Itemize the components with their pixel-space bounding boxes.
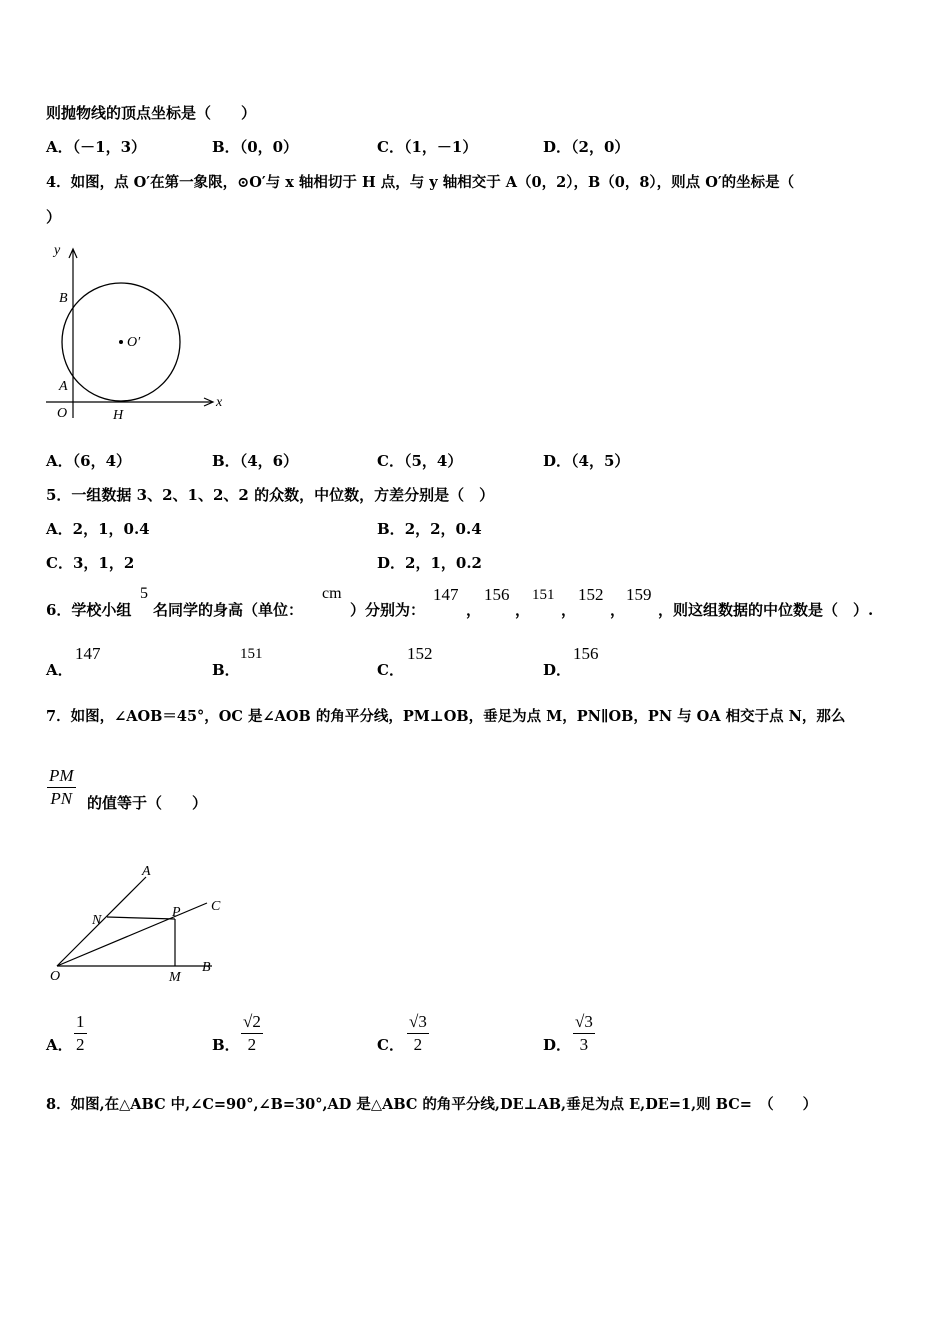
q7-stem: 7．如图，∠AOB＝45°，OC 是∠AOB 的角平分线，PM⊥OB，垂足为点 M，PN∥OB，PN 与 OA 相交于点 N，那么 (46, 708, 846, 725)
label-o: O (57, 406, 68, 421)
q6-value-1: 147 (433, 585, 459, 604)
label-o: O (50, 969, 61, 984)
q7-option-d-label: D． (543, 1036, 572, 1054)
q7-option-d-fraction (573, 1012, 595, 1055)
q4-option-c (377, 450, 462, 471)
q4-option-b (212, 450, 298, 471)
segment-pn (107, 917, 175, 919)
option-label: B． (212, 452, 240, 470)
frac-denominator: PN (50, 789, 73, 808)
option-text: 3，1，2 (72, 554, 135, 572)
q5-option-d (377, 552, 482, 573)
ray-oc (57, 903, 207, 966)
q6-value-5: 159 (626, 585, 652, 604)
frac-numerator: √3 (409, 1012, 427, 1031)
q5-stem: 5．一组数据 3、2、1、2、2 的众数，中位数，方差分别是（ ） (46, 486, 495, 504)
option-label: C． (46, 554, 73, 572)
frac-bar (47, 787, 76, 788)
option-text: 2，1，0.4 (72, 520, 150, 538)
q7-figure-angle-diagram (42, 858, 232, 988)
option-label: C． (377, 452, 404, 470)
option-label: B． (212, 138, 240, 156)
label-o-prime: O′ (127, 335, 141, 350)
frac-denominator: 3 (579, 1035, 589, 1054)
q6-option-b-label: B． (212, 661, 240, 679)
q4-option-d (543, 450, 629, 471)
q3-option-a (46, 136, 146, 157)
q6-part4: ，则这组数据的中位数是（ ）. (658, 601, 874, 619)
q4-stem-line2: ） (46, 208, 62, 226)
q6-part2: 名同学的身高（单位： (153, 601, 304, 619)
frac-bar (573, 1033, 595, 1034)
q3-option-c (377, 136, 477, 157)
center-point (119, 340, 123, 344)
frac-numerator: √3 (575, 1012, 593, 1031)
frac-denominator: 2 (76, 1035, 85, 1054)
option-text: （5，4） (403, 452, 463, 470)
q4-option-a (46, 450, 131, 471)
q6-value-3: 151 (532, 587, 555, 603)
q6-part1: 6．学校小组 (46, 601, 132, 619)
q6-sep-2: ， (515, 601, 531, 619)
label-x: x (216, 395, 223, 410)
q6-option-c-label: C． (377, 661, 404, 679)
option-label: A． (46, 138, 73, 156)
frac-bar (407, 1033, 429, 1034)
option-text: （4，5） (571, 452, 630, 470)
frac-denominator: 2 (247, 1035, 257, 1054)
q6-option-d-value: 156 (573, 644, 599, 663)
q7-option-c-fraction (407, 1012, 429, 1055)
q3-option-d (543, 136, 629, 157)
q7-option-c-label: C． (377, 1036, 404, 1054)
option-text: （1，－1） (403, 138, 478, 156)
frac-numerator: PM (49, 766, 74, 785)
q6-value-4: 152 (578, 585, 604, 604)
label-n: N (92, 913, 102, 928)
ray-oa (57, 877, 146, 966)
q3-stem-tail: 则抛物线的顶点坐标是（ ） (46, 104, 257, 122)
q6-part3: ）分别为： (350, 601, 426, 619)
label-a: A (142, 864, 151, 879)
q3-option-b (212, 136, 298, 157)
q4-figure-circle-diagram (42, 238, 232, 428)
q5-option-b (377, 518, 482, 539)
q8-stem: 8．如图,在△ABC 中,∠C=90°,∠B=30°,AD 是△ABC 的角平分线,DE⊥AB,垂足为点 E,DE=1,则 BC= （ ） (46, 1096, 818, 1113)
option-label: A． (46, 452, 73, 470)
q6-value-2: 156 (484, 585, 510, 604)
q7-option-b-label: B． (212, 1036, 240, 1054)
q6-count: 5 (140, 585, 148, 602)
frac-numerator: 1 (76, 1012, 85, 1031)
q6-option-c-value: 152 (407, 644, 433, 663)
label-b: B (202, 960, 211, 975)
option-label: D． (543, 138, 572, 156)
q6-sep-1: ， (466, 601, 482, 619)
option-label: A． (46, 520, 73, 538)
q7-fraction-pm-pn (47, 766, 76, 809)
q6-sep-4: ， (610, 601, 626, 619)
q6-option-b-value: 151 (240, 646, 263, 662)
option-label: C． (377, 138, 404, 156)
label-h: H (113, 408, 124, 423)
label-a: A (59, 379, 68, 394)
q5-option-c (46, 552, 134, 573)
q7-option-a-fraction (74, 1012, 87, 1055)
q7-option-a-label: A． (46, 1036, 73, 1054)
label-b: B (59, 291, 68, 306)
option-label: D． (543, 452, 572, 470)
q5-option-a (46, 518, 150, 539)
option-text: （4，6） (239, 452, 299, 470)
option-label: D． (377, 554, 406, 572)
q7-option-b-fraction (241, 1012, 263, 1055)
option-text: （0，0） (239, 138, 299, 156)
q4-stem-line1: 4．如图，点 O′在第一象限，⊙O′与 x 轴相切于 H 点，与 y 轴相交于 A（0，2），B（0，8），则点 O′的坐标是（ (46, 174, 795, 191)
frac-denominator: 2 (413, 1035, 423, 1054)
frac-bar (241, 1033, 263, 1034)
q6-unit: cm (322, 585, 342, 602)
option-text: （6，4） (72, 452, 132, 470)
q6-option-a-value: 147 (75, 644, 101, 663)
frac-bar (74, 1033, 87, 1034)
q6-sep-3: ， (561, 601, 577, 619)
q7-stem-tail: 的值等于（ ） (87, 794, 208, 812)
label-y: y (54, 243, 61, 258)
option-text: 2，1，0.2 (405, 554, 482, 572)
label-p: P (172, 905, 181, 920)
option-label: B． (377, 520, 405, 538)
q6-option-a-label: A． (46, 661, 73, 679)
option-text: （－1，3） (72, 138, 147, 156)
q6-option-d-label: D． (543, 661, 572, 679)
option-text: 2，2，0.4 (404, 520, 482, 538)
option-text: （2，0） (571, 138, 630, 156)
label-m: M (169, 970, 181, 985)
frac-numerator: √2 (243, 1012, 261, 1031)
label-c: C (211, 899, 221, 914)
